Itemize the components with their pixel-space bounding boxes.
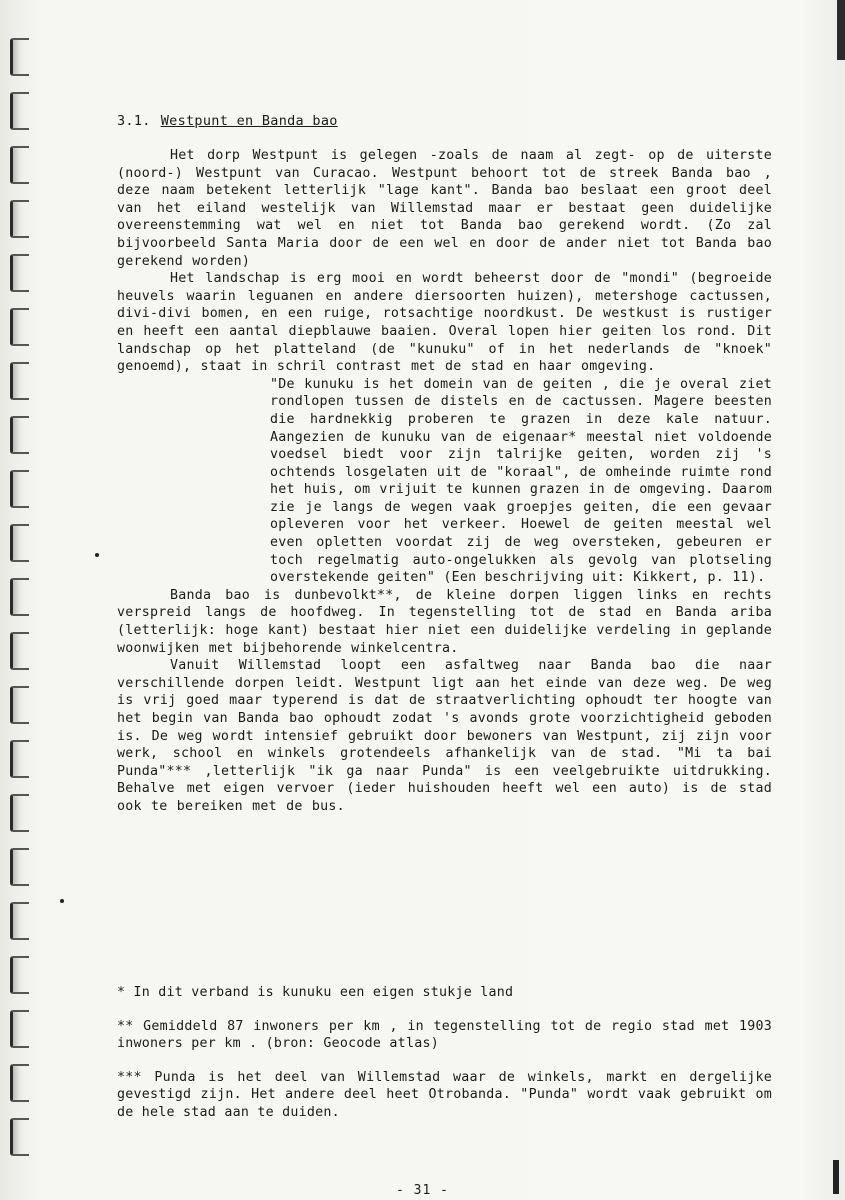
footnote: ** Gemiddeld 87 inwoners per km , in tegenstelling tot de regio stad met 1903 inwoners per km . (bron: Geocode atlas) <box>117 1018 772 1052</box>
binding-ring <box>10 578 29 616</box>
paragraph: Banda bao is dunbevolkt**, de kleine dorpen liggen links en rechts verspreid langs de hoofdweg. In tegenstelling tot de stad en Banda ariba (letterlijk: hoge kant) bestaat hier niet een duidelijke verdeling in geplande woonwijken met bijbehorende winkelcentra. <box>117 587 772 656</box>
binding-ring <box>10 146 29 184</box>
ink-speck <box>60 899 64 903</box>
footnotes <box>117 984 772 1138</box>
binding-ring <box>10 524 29 562</box>
binding-ring <box>10 92 29 130</box>
paragraph: Het dorp Westpunt is gelegen -zoals de naam al zegt- op de uiterste (noord-) Westpunt van Curacao. Westpunt behoort tot de streek Banda bao , deze naam betekent letterlijk "lage kant". Banda bao beslaat een groot deel van het eiland westelijk van Willemstad maar er bestaat geen duidelijke overeenstemming wat wel en niet tot Banda bao gerekend wordt. (Zo zal bijvoorbeeld Santa Maria door de een wel en door de ander niet tot Banda bao gerekend worden) <box>117 148 772 269</box>
binding-ring <box>10 254 29 292</box>
binding-ring <box>10 740 29 778</box>
section-number: 3.1. <box>117 113 151 129</box>
section-title: Westpunt en Banda bao <box>160 113 338 129</box>
page-number: - 31 - <box>396 1183 449 1198</box>
binding-ring <box>10 416 29 454</box>
binding-ring <box>10 200 29 238</box>
binding-ring <box>10 794 29 832</box>
binding-ring <box>10 308 29 346</box>
binding-ring <box>10 470 29 508</box>
binding-ring <box>10 902 29 940</box>
binding-ring <box>10 686 29 724</box>
block-quote: "De kunuku is het domein van de geiten , die je overal ziet rondlopen tussen de distels en de cactussen. Magere beesten die hardnekkig proberen te grazen in deze kale natuur. Aangezien de kunuku van de eigenaar* meestal niet voldoende voedsel biedt voor zijn talrijke geiten, worden zij 's ochtends losgelaten uit de "koraal", de omheinde ruimte rond het huis, om vrijuit te kunnen grazen in de omgeving. Daarom zie je langs de wegen vaak groepjes geiten, die een gevaar opleveren voor het verkeer. Hoewel de geiten meestal wel even opletten voordat zij de weg oversteken, gebeuren er toch regelmatig auto-ongelukken als gevolg van plotseling overstekende geiten" (Een beschrijving uit: Kikkert, p. 11). <box>270 376 772 586</box>
main-text <box>117 112 772 816</box>
footnote: * In dit verband is kunuku een eigen stukje land <box>117 985 514 1000</box>
binding-ring <box>10 1010 29 1048</box>
binding-ring <box>10 1064 29 1102</box>
edge-shadow-top <box>837 0 845 60</box>
ink-speck <box>95 553 99 557</box>
binding-ring <box>10 38 29 76</box>
binding-ring <box>10 362 29 400</box>
paragraph: Het landschap is erg mooi en wordt beheerst door de "mondi" (begroeide heuvels waarin leguanen en andere diersoorten huizen), metershoge cactussen, divi-divi bomen, en een ruige, rotsachtige noordkust. De westkust is rustiger en heeft een aantal diepblauwe baaien. Overal lopen hier geiten los rond. Dit landschap op het platteland (de "kunuku" of in het nederlands de "knoek" genoemd), staat in schril contrast met de stad en haar omgeving. <box>117 271 772 375</box>
binding-ring <box>10 956 29 994</box>
section-heading <box>117 112 772 130</box>
binding-ring <box>10 848 29 886</box>
spiral-binding <box>0 30 40 1180</box>
binding-ring <box>10 1118 29 1156</box>
paragraph: Vanuit Willemstad loopt een asfaltweg naar Banda bao die naar verschillende dorpen leidt. Westpunt ligt aan het einde van deze weg. De weg is vrij goed maar typerend is dat de straatverlichting ophoudt ter hoogte van het begin van Banda bao ophoudt zodat 's avonds grote voorzichtigheid geboden is. De weg wordt intensief gebruikt door bewoners van Westpunt, zij zijn voor werk, school en winkels grotendeels afhankelijk van de stad. "Mi ta bai Punda"*** ,letterlijk "ik ga naar Punda" is een veelgebruikte uitdrukking. Behalve met eigen vervoer (ieder huishouden heeft wel een auto) is de stad ook te bereiken met de bus. <box>117 658 772 814</box>
binding-ring <box>10 632 29 670</box>
footnote: *** Punda is het deel van Willemstad waar de winkels, markt en dergelijke gevestigd zijn. Het andere deel heet Otrobanda. "Punda" wordt vaak gebruikt om de hele stad aan te duiden. <box>117 1069 772 1120</box>
